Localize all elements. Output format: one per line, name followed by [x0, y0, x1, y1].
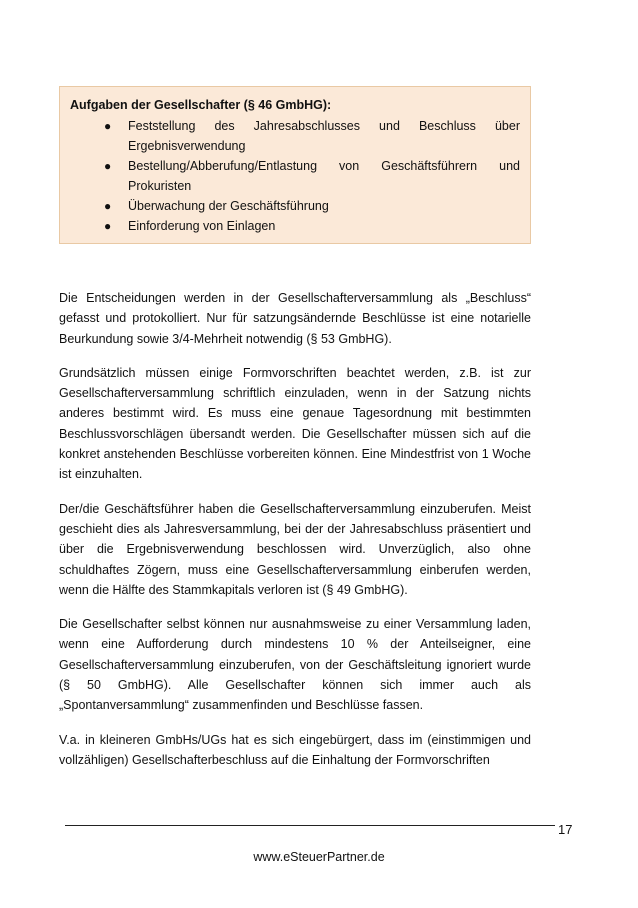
bullet-icon: ●	[104, 159, 112, 173]
box-title: Aufgaben der Gesellschafter (§ 46 GmbHG):	[70, 98, 332, 112]
list-item	[70, 196, 520, 216]
list-item	[70, 156, 520, 196]
task-list	[70, 116, 520, 236]
bullet-icon: ●	[104, 219, 112, 233]
list-item-text: Feststellung des Jahresabschlusses und Beschluss über Ergebnisverwendung	[128, 119, 520, 153]
bullet-icon: ●	[104, 199, 112, 213]
page-number: 17	[558, 822, 573, 837]
highlight-box	[59, 86, 531, 244]
list-item-text: Überwachung der Geschäftsführung	[128, 199, 329, 213]
paragraph: V.a. in kleineren GmbHs/UGs hat es sich eingebürgert, dass im (einstimmigen und vollzähligen) Gesellschafterbeschluss auf die Einhaltung der Formvorschriften	[59, 732, 531, 767]
paragraph: Die Entscheidungen werden in der Gesellschafterversammlung als „Beschluss“ gefasst und protokolliert. Nur für satzungsändernde Beschlüsse ist eine notarielle Beurkundung sowie 3/4-Mehrheit notwendig (§ 53 GmbHG).	[59, 291, 531, 346]
list-item	[70, 216, 520, 236]
footer-url: www.eSteuerPartner.de	[253, 850, 385, 864]
paragraph: Die Gesellschafter selbst können nur ausnahmsweise zu einer Versammlung laden, wenn eine Aufforderung durch mindestens 10 % der Anteilseigner, eine Gesellschafterversammlung einzuberufen, von der Geschäftsleitung ignoriert wurde (§ 50 GmbHG). Alle Gesellschafter können sich immer auch als „Spontanversammlung“ zusammenfinden und Beschlüsse fassen.	[59, 617, 531, 713]
paragraph: Grundsätzlich müssen einige Formvorschriften beachtet werden, z.B. ist zur Gesellschafterversammlung schriftlich einzuladen, wenn in der Satzung nichts anderes bestimmt wird. Es muss eine genaue Tagesordnung mit bestimmten Beschlussvorschlägen übersandt werden. Die Gesellschafter müssen sich auf die konkret anstehenden Beschlüsse vorbereiten können. Eine Mindestfrist von 1 Woche ist einzuhalten.	[59, 365, 531, 482]
list-item-text: Bestellung/Abberufung/Entlastung von Geschäftsführern und Prokuristen	[128, 159, 520, 193]
footer-divider	[65, 825, 555, 826]
body-text	[59, 288, 531, 784]
bullet-icon: ●	[104, 119, 112, 133]
list-item	[70, 116, 520, 156]
list-item-text: Einforderung von Einlagen	[128, 219, 276, 233]
paragraph: Der/die Geschäftsführer haben die Gesellschafterversammlung einzuberufen. Meist geschieht dies als Jahresversammlung, bei der der Jahresabschluss präsentiert und über die Ergebnisverwendung beschlossen wird. Unverzüglich, also ohne schuldhaftes Zögern, muss eine Gesellschafterversammlung einberufen werden, wenn die Hälfte des Stammkapitals verloren ist (§ 49 GmbHG).	[59, 501, 531, 597]
